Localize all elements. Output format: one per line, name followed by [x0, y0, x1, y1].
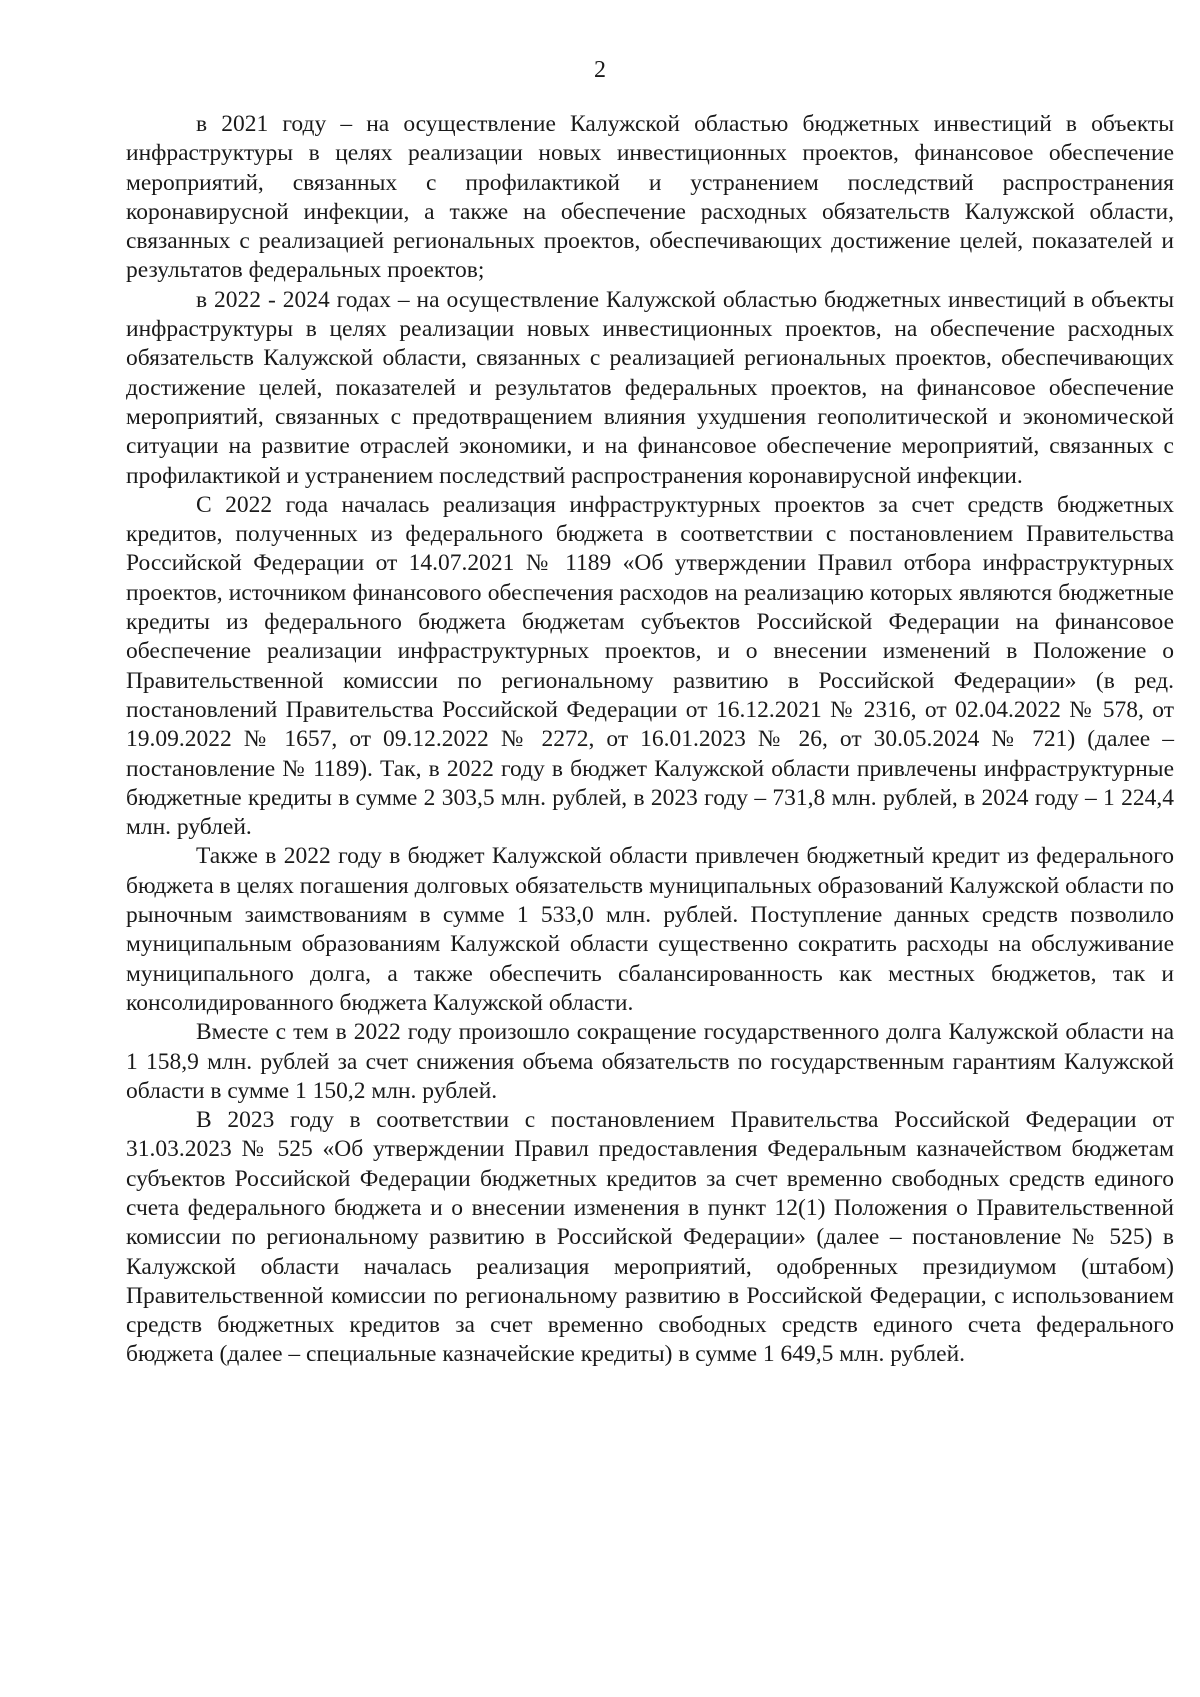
paragraph-treasury-credits: В 2023 году в соответствии с постановлением Правительства Российской Федерации от 31.03.2023 № 525 «Об утверждении Правил предоставления Федеральным казначейством бюджетам субъектов Российской Федерации бюджетных кредитов за счет временно свободных средств единого счета федерального бюджета и о внесении изменения в пункт 12(1) Положения о Правительственной комиссии по региональному развитию в Российской Федерации» (далее – постановление № 525) в Калужской области началась реализация мероприятий, одобренных президиумом (штабом) Правительственной комиссии по региональному развитию в Российской Федерации, с использованием средств бюджетных кредитов за счет временно свободных средств единого счета федерального бюджета (далее – специальные казначейские кредиты) в сумме 1 649,5 млн. рублей. [126, 1107, 1174, 1368]
paragraph-municipal-debt-credit: Также в 2022 году в бюджет Калужской области привлечен бюджетный кредит из федерального бюджета в целях погашения долговых обязательств муниципальных образований Калужской области по рыночным заимствованиям в сумме 1 533,0 млн. рублей. Поступление данных средств позволило муниципальным образованиям Калужской области существенно сократить расходы на обслуживание муниципального долга, а также обеспечить сбалансированность как местных бюджетов, так и консолидированного бюджета Калужской области. [126, 843, 1174, 1016]
page-number: 2 [594, 57, 606, 83]
paragraph-infrastructure-credits: С 2022 года началась реализация инфраструктурных проектов за счет средств бюджетных кредитов, полученных из федерального бюджета в соответствии с постановлением Правительства Российской Федерации от 14.07.2021 № 1189 «Об утверждении Правил отбора инфраструктурных проектов, источником финансового обеспечения расходов на реализацию которых являются бюджетные кредиты из федерального бюджета бюджетам субъектов Российской Федерации на финансовое обеспечение реализации инфраструктурных проектов, и о внесении изменений в Положение о Правительственной комиссии по региональному развитию в Российской Федерации» (в ред. постановлений Правительства Российской Федерации от 16.12.2021 № 2316, от 02.04.2022 № 578, от 19.09.2022 № 1657, от 09.12.2022 № 2272, от 16.01.2023 № 26, от 30.05.2024 № 721) (далее – постановление № 1189). Так, в 2022 году в бюджет Калужской области привлечены инфраструктурные бюджетные кредиты в сумме 2 303,5 млн. рублей, в 2023 году – 731,8 млн. рублей, в 2024 году – 1 224,4 млн. рублей. [126, 491, 1174, 841]
paragraph-2021-purposes: в 2021 году – на осуществление Калужской областью бюджетных инвестиций в объекты инфраструктуры в целях реализации новых инвестиционных проектов, финансовое обеспечение мероприятий, связанных с профилактикой и устранением последствий распространения коронавирусной инфекции, а также на обеспечение расходных обязательств Калужской области, связанных с реализацией региональных проектов, обеспечивающих достижение целей, показателей и результатов федеральных проектов; [126, 111, 1174, 284]
document-body [126, 110, 1174, 1370]
paragraph-debt-reduction: Вместе с тем в 2022 году произошло сокращение государственного долга Калужской области на 1 158,9 млн. рублей за счет снижения объема обязательств по государственным гарантиям Калужской области в сумме 1 150,2 млн. рублей. [126, 1019, 1174, 1104]
paragraph-2022-2024-purposes: в 2022 - 2024 годах – на осуществление Калужской областью бюджетных инвестиций в объекты инфраструктуры в целях реализации новых инвестиционных проектов, на обеспечение расходных обязательств Калужской области, связанных с реализацией региональных проектов, обеспечивающих достижение целей, показателей и результатов федеральных проектов, на финансовое обеспечение мероприятий, связанных с предотвращением влияния ухудшения геополитической и экономической ситуации на развитие отраслей экономики, и на финансовое обеспечение мероприятий, связанных с профилактикой и устранением последствий распространения коронавирусной инфекции. [126, 286, 1174, 489]
